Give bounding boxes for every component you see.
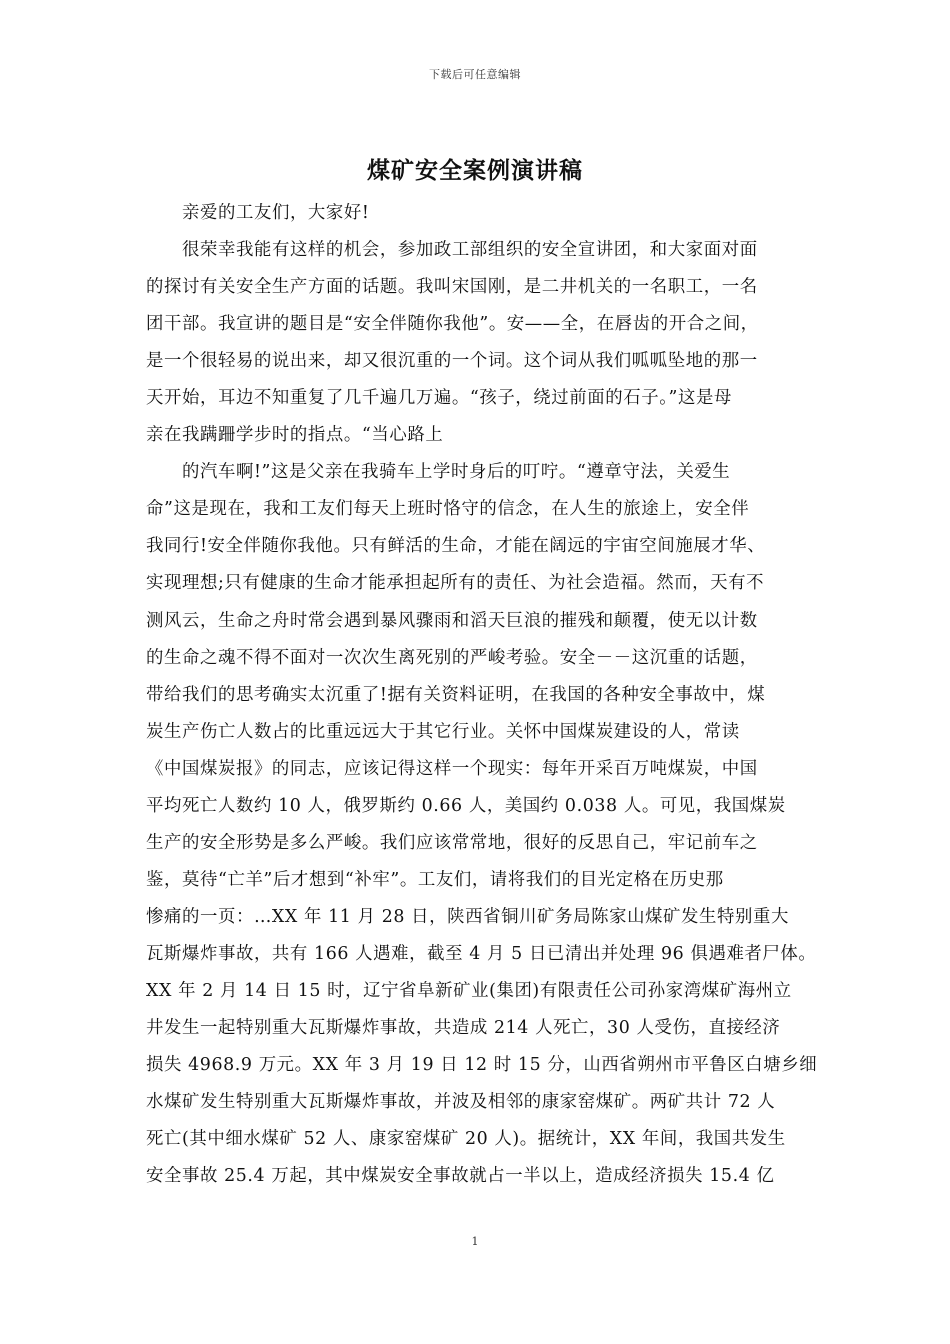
body-line: 很荣幸我能有这样的机会，参加政工部组织的安全宣讲团，和大家面对面 — [182, 240, 758, 261]
body-line: 《中国煤炭报》的同志，应该记得这样一个现实：每年开采百万吨煤炭，中国 — [146, 758, 758, 779]
body-line: 亲爱的工友们，大家好! — [182, 203, 370, 223]
body-line: 测风云，生命之舟时常会遇到暴风骤雨和滔天巨浪的摧残和颠覆，使无以计数 — [146, 610, 758, 631]
body-line: 亲在我蹒跚学步时的指点。“当心路上 — [146, 425, 444, 446]
page-number: 1 — [471, 1235, 479, 1248]
body-line: 是一个很轻易的说出来，却又很沉重的一个词。这个词从我们呱呱坠地的那一 — [146, 351, 758, 372]
body-line: 天开始，耳边不知重复了几千遍几万遍。“孩子，绕过前面的石子。”这是母 — [146, 388, 732, 409]
body-line: 的探讨有关安全生产方面的话题。我叫宋国刚，是二井机关的一名职工，一名 — [146, 277, 758, 298]
body-line: 的生命之魂不得不面对一次次生离死别的严峻考验。安全－－这沉重的话题， — [146, 647, 758, 668]
body-line: 井发生一起特别重大瓦斯爆炸事故，共造成 214 人死亡，30 人受伤，直接经济 — [146, 1018, 781, 1039]
body-line: 命”这是现在，我和工友们每天上班时恪守的信念，在人生的旅途上，安全伴 — [146, 499, 750, 520]
body-line: 炭生产伤亡人数占的比重远远大于其它行业。关怀中国煤炭建设的人，常读 — [146, 721, 740, 742]
body-line: 死亡(其中细水煤矿 52 人、康家窑煤矿 20 人)。据统计，XX 年间，我国共发生 — [146, 1129, 786, 1150]
body-line: 损失 4968.9 万元。XX 年 3 月 19 日 12 时 15 分，山西省朔州市平鲁区白塘乡细 — [146, 1055, 818, 1076]
body-line: 鉴，莫待“亡羊”后才想到“补牢”。工友们，请将我们的目光定格在历史那 — [146, 869, 724, 890]
body-line: 惨痛的一页：…XX 年 11 月 28 日，陕西省铜川矿务局陈家山煤矿发生特别重大 — [146, 906, 789, 927]
body-line: 水煤矿发生特别重大瓦斯爆炸事故，并波及相邻的康家窑煤矿。两矿共计 72 人 — [146, 1092, 776, 1113]
body-line: 生产的安全形势是多么严峻。我们应该常常地，很好的反思自己，牢记前车之 — [146, 832, 758, 853]
body-line: 实现理想;只有健康的生命才能承担起所有的责任、为社会造福。然而，天有不 — [146, 573, 765, 594]
document-title: 煤矿安全案例演讲稿 — [367, 157, 583, 184]
body-line: 的汽车啊!”这是父亲在我骑车上学时身后的叮咛。“遵章守法，关爱生 — [182, 462, 731, 483]
document-body — [146, 199, 822, 1199]
body-line: 我同行!安全伴随你我他。只有鲜活的生命，才能在阔远的宇宙空间施展才华、 — [146, 536, 766, 557]
page-header: 下载后可任意编辑 — [429, 68, 521, 81]
body-line: 团干部。我宣讲的题目是“安全伴随你我他”。安——全，在唇齿的开合之间， — [146, 314, 759, 335]
body-line: XX 年 2 月 14 日 15 时，辽宁省阜新矿业(集团)有限责任公司孙家湾煤矿海州立 — [146, 980, 792, 1001]
body-line: 平均死亡人数约 10 人，俄罗斯约 0.66 人，美国约 0.038 人。可见，我国煤炭 — [146, 795, 786, 816]
body-line: 瓦斯爆炸事故，共有 166 人遇难，截至 4 月 5 日已清出并处理 96 俱遇难者尸体。 — [146, 943, 817, 964]
body-line: 安全事故 25.4 万起，其中煤炭安全事故就占一半以上，造成经济损失 15.4 亿 — [146, 1166, 775, 1187]
body-line: 带给我们的思考确实太沉重了!据有关资料证明，在我国的各种安全事故中，煤 — [146, 684, 766, 705]
